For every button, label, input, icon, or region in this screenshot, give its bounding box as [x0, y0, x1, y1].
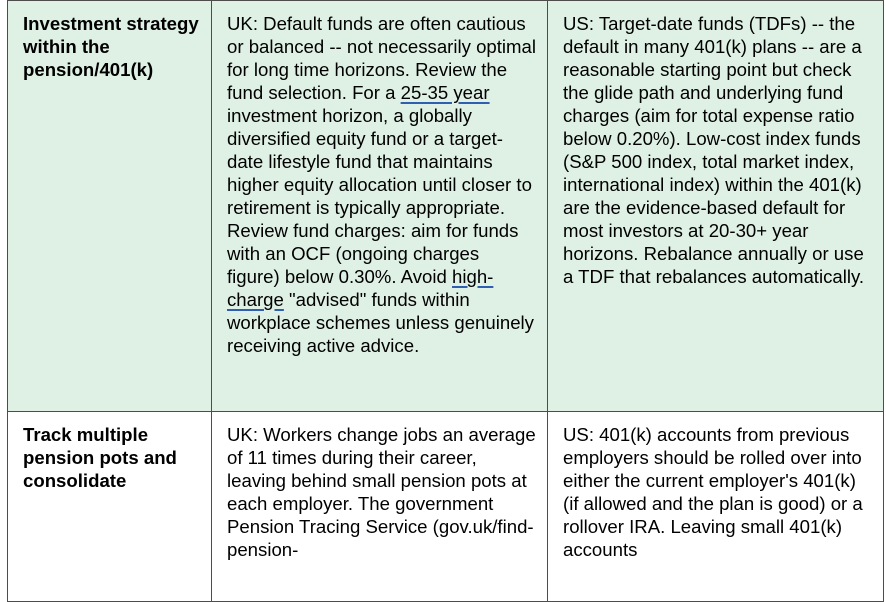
table-row: [8, 1, 884, 412]
uk-text-part: investment horizon, a globally diversified equity fund or a target-date lifestyle fund that maintains higher equity allocation until closer to retirement is typically appropriate. Review fund charges: aim for funds with an OCF (ongoing charges figure) below 0.30%. Avoid: [227, 105, 532, 287]
uk-cell-investment-strategy: [212, 1, 548, 412]
underlined-term: 25-35 year: [400, 82, 490, 103]
row-heading-track-pensions: Track multiple pension pots and consolidate: [8, 412, 212, 602]
table-row: [8, 412, 884, 602]
uk-text-part: UK: Default funds are often cautious or balanced -- not necessarily optimal for long time horizons. Review the fund selection. For a: [227, 13, 537, 103]
uk-text-part: "advised" funds within workplace schemes unless genuinely receiving active advice.: [227, 289, 534, 356]
us-cell-investment-strategy: US: Target-date funds (TDFs) -- the default in many 401(k) plans -- are a reasonable starting point but check the glide path and underlying fund charges (aim for total expense ratio below 0.20%). Low-cost index funds (S&P 500 index, total market index, international index) within the 401(k) are the evidence-based default for most investors at 20-30+ year horizons. Rebalance annually or use a TDF that rebalances automatically.: [548, 1, 884, 412]
us-cell-track-pensions: US: 401(k) accounts from previous employers should be rolled over into either the current employer's 401(k) (if allowed and the plan is good) or a rollover IRA. Leaving small 401(k) accounts: [548, 412, 884, 602]
row-heading-investment-strategy: Investment strategy within the pension/401(k): [8, 1, 212, 412]
underlined-term: high-charge: [227, 266, 494, 310]
comparison-table: [7, 0, 884, 602]
uk-cell-track-pensions: UK: Workers change jobs an average of 11 times during their career, leaving behind small pension pots at each employer. The government Pension Tracing Service (gov.uk/find-pension-: [212, 412, 548, 602]
